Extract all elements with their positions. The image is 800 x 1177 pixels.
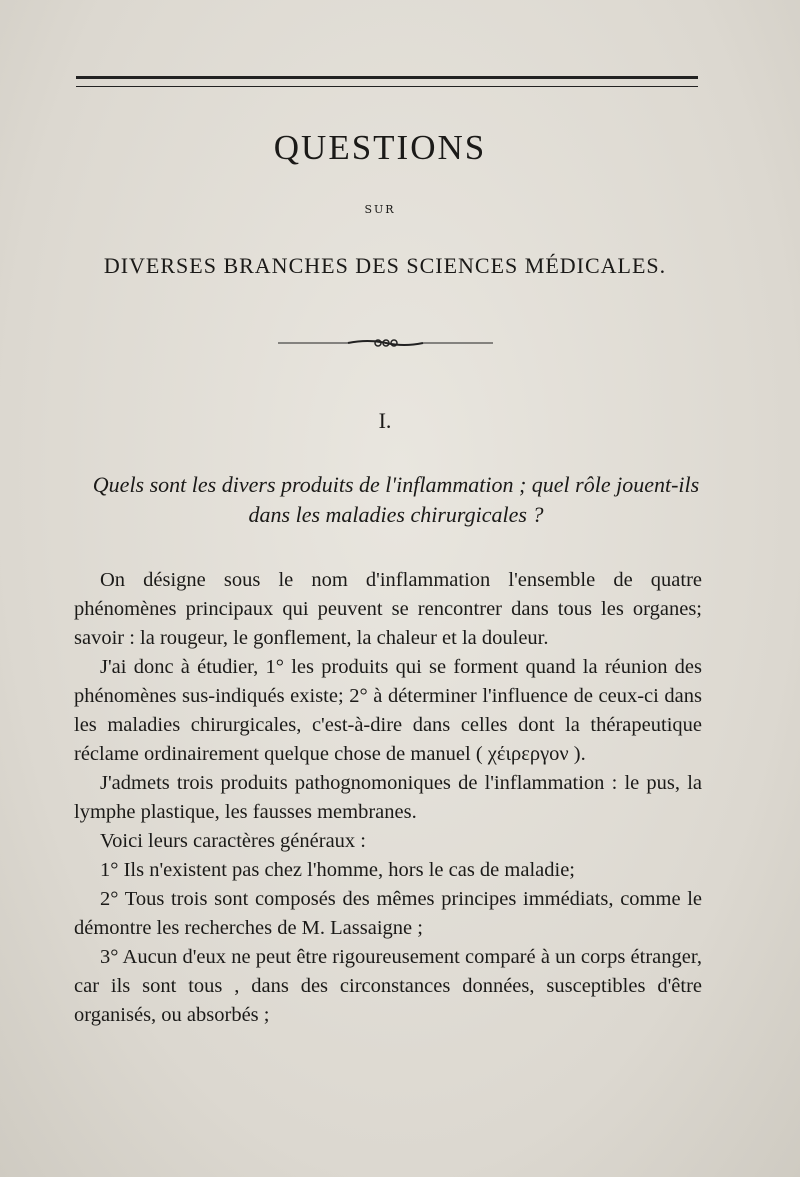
ornament-divider (278, 336, 493, 350)
top-double-rule (76, 76, 698, 87)
list-item: 3° Aucun d'eux ne peut être rigoureusement comparé à un corps étranger, car ils sont tous , dans des circonstances données, susceptibles d'être organisés, ou absorbés ; (74, 946, 702, 1026)
paragraph: J'ai donc à étudier, 1° les produits qui se forment quand la réunion des phénomènes sus-indiqués existe; 2° à déterminer l'influence de ceux-ci dans les maladies chirurgicales, c'est-à-dire dans celles dont la thérapeutique réclame ordinairement quelque chose de manuel ( χέιρεργον ). (74, 656, 702, 765)
section-question: Quels sont les divers produits de l'inflammation ; quel rôle jouent-ils dans les maladies chirurgicales ? (92, 472, 700, 527)
page-subtitle: DIVERSES BRANCHES DES SCIENCES MÉDICALES. (103, 253, 667, 278)
paragraph: Voici leurs caractères généraux : (100, 830, 366, 852)
section-number: I. (378, 408, 392, 433)
list-item: 1° Ils n'existent pas chez l'homme, hors le cas de maladie; (100, 859, 575, 881)
body-text (74, 566, 702, 1030)
page-title: QUESTIONS (273, 128, 487, 167)
paragraph: J'admets trois produits pathognomoniques de l'inflammation : le pus, la lymphe plastique, les fausses membranes. (74, 772, 702, 823)
paragraph: On désigne sous le nom d'inflammation l'ensemble de quatre phénomènes principaux qui peuvent se rencontrer dans tous les organes; savoir : la rougeur, le gonflement, la chaleur et la douleur. (74, 569, 702, 649)
list-item: 2° Tous trois sont composés des mêmes principes immédiats, comme le démontre les recherches de M. Lassaigne ; (74, 888, 702, 939)
title-connector: SUR (364, 203, 396, 216)
